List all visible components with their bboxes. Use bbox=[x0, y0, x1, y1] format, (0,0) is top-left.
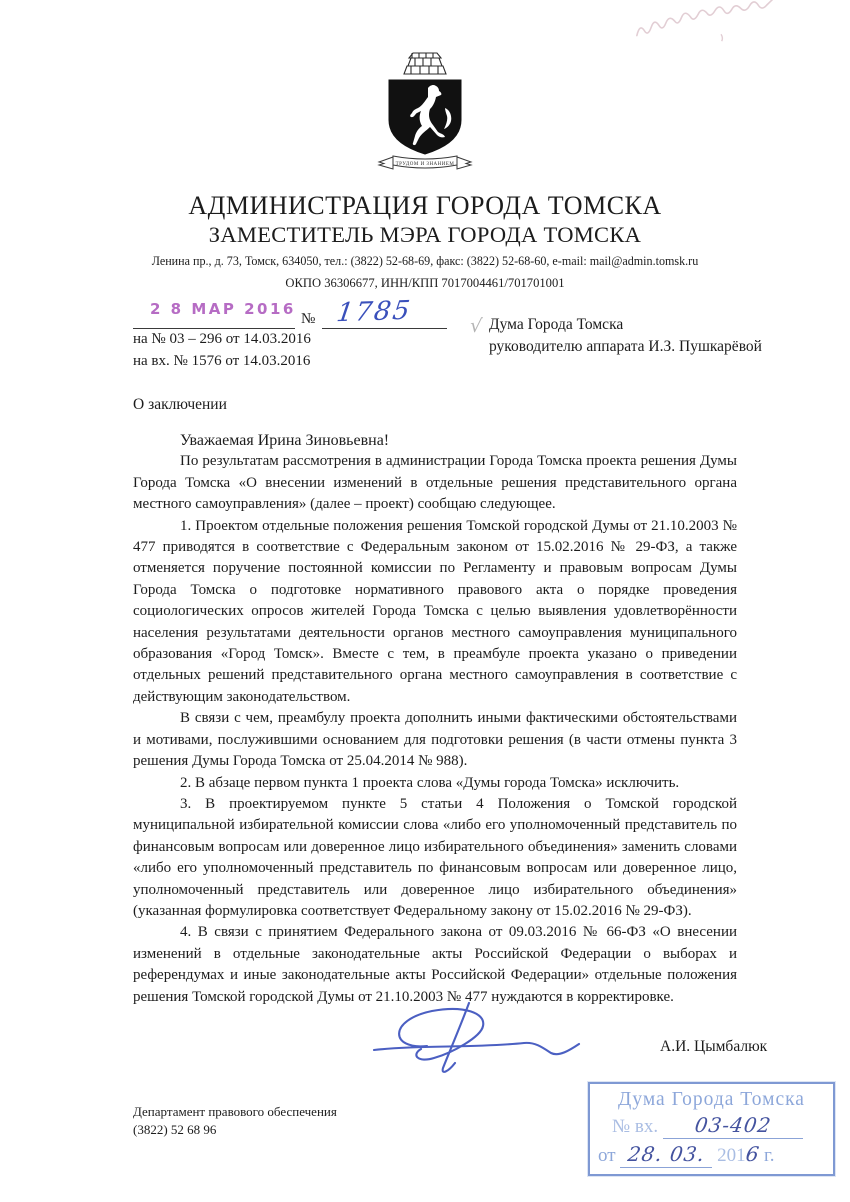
paragraph: 3. В проектируемом пункте 5 статьи 4 Положения о Томской городской муниципальной избирательной комиссии слова «либо его уполномоченный представитель по финансовым вопросам или доверенное лицо избирательного объединения» заменить словами «либо его уполномоченный представитель по финансовым вопросам или доверенное лицо, уполномоченный представитель или доверенное лицо избирательного объединения» (указанная формулировка соответствует Федеральному закону от 15.02.2016 № 29-ФЗ). bbox=[133, 795, 737, 919]
paragraph: 2. В абзаце первом пункта 1 проекта слова «Думы города Томска» исключить. bbox=[180, 774, 680, 791]
stamp-date-label: от bbox=[598, 1145, 616, 1166]
reply-reference-2: на вх. № 1576 от 14.03.2016 bbox=[133, 353, 311, 369]
signer-name: А.И. Цымбалюк bbox=[660, 1038, 768, 1055]
stamp-year-digit-handwritten: 6 bbox=[743, 1142, 761, 1166]
recipient-organization: Дума Города Томска bbox=[489, 316, 624, 333]
date-received-stamp: 2 8 МАР 2016 bbox=[150, 300, 296, 318]
stamp-incoming-number-row bbox=[598, 1113, 825, 1139]
incoming-registration-stamp bbox=[588, 1082, 835, 1176]
mural-crown-icon bbox=[404, 53, 446, 74]
letterhead bbox=[95, 46, 755, 291]
tomsk-coat-of-arms bbox=[365, 46, 485, 182]
executor-phone: (3822) 52 68 96 bbox=[133, 1122, 217, 1137]
stamp-in-number-handwritten: 03-402 bbox=[692, 1113, 773, 1137]
executor-block bbox=[133, 1103, 337, 1139]
stamp-year-suffix: г. bbox=[764, 1145, 775, 1166]
paragraph: 4. В связи с принятием Федерального закона от 09.03.2016 № 66-ФЗ «О внесении изменений в отдельные законодательные акты Российской Федерации о выборах и референдумах и иные законодательные акты Российской Федерации» отдельные положения решения Томской городской Думы от 21.10.2003 № 477 нуждаются в корректировке. bbox=[133, 924, 737, 1005]
contact-line: Ленина пр., д. 73, Томск, 634050, тел.: (3822) 52-68-69, факс: (3822) 52-68-60, e-mail: mail@admin.tomsk.ru bbox=[151, 254, 699, 268]
stamp-year-prefix: 201 bbox=[717, 1145, 746, 1166]
emblem-motto: ТРУДОМ И ЗНАНИЕМ bbox=[395, 162, 455, 167]
executor-department: Департамент правового обеспечения bbox=[133, 1104, 337, 1119]
outgoing-number-handwritten: 1785 bbox=[334, 295, 414, 329]
salutation: Уважаемая Ирина Зиновьевна! bbox=[180, 432, 390, 449]
organization-name: АДМИНИСТРАЦИЯ ГОРОДА ТОМСКА bbox=[188, 191, 662, 220]
sender-title: ЗАМЕСТИТЕЛЬ МЭРА ГОРОДА ТОМСКА bbox=[208, 222, 642, 247]
stamp-date-row bbox=[598, 1142, 825, 1168]
date-underline bbox=[133, 327, 295, 329]
handwritten-note bbox=[627, 0, 820, 50]
paragraph: 1. Проектом отдельные положения решения Томской городской Думы от 21.10.2003 № 477 приводятся в соответствие с Федеральным законом от 15.02.2016 № 29-ФЗ, а также отменяется поручение постоянной комиссии по Регламенту и правовым вопросам Думы Города Томска о подготовке нормативного правового акта о порядке проведения социологических опросов жителей Города Томска с целью выявления удовлетворённости населения результатами деятельности органов местного самоуправления муниципального образования «Город Томск». Вместе с тем, в преамбуле проекта указано о приведении отдельных решений представительного органа местного самоуправления в соответствие с действующим законодательством. bbox=[133, 517, 737, 705]
stamp-in-label: № вх. bbox=[612, 1116, 659, 1137]
number-label: № bbox=[301, 311, 316, 327]
recipient-person: руководителю аппарата И.З. Пушкарёвой bbox=[489, 338, 762, 355]
stamp-date-handwritten: 28. 03. bbox=[626, 1142, 707, 1166]
paragraph: В связи с чем, преамбулу проекта дополнить иными фактическими обстоятельствами и мотивами, послужившими основанием для подготовки решения (в части отмены пункта 3 решения Думы Города Томска от 25.04.2014 № 988). bbox=[133, 710, 737, 770]
subject-line: О заключении bbox=[133, 396, 227, 413]
reply-reference-1: на № 03 – 296 от 14.03.2016 bbox=[133, 331, 311, 347]
recipient-block bbox=[489, 314, 762, 358]
registration-codes: ОКПО 36306677, ИНН/КПП 7017004461/701701001 bbox=[285, 276, 565, 290]
shield-icon bbox=[389, 80, 461, 154]
check-mark-icon: √ bbox=[468, 314, 484, 338]
signature-ink bbox=[372, 1000, 582, 1080]
paragraph: По результатам рассмотрения в администрации Города Томска проекта решения Думы Города Томска «О внесении изменений в отдельные решения представительного органа местного самоуправления» (далее – проект) сообщаю следующее. bbox=[133, 453, 737, 513]
stamp-organization: Дума Города Томска bbox=[618, 1089, 805, 1110]
letter-body bbox=[133, 430, 737, 1008]
